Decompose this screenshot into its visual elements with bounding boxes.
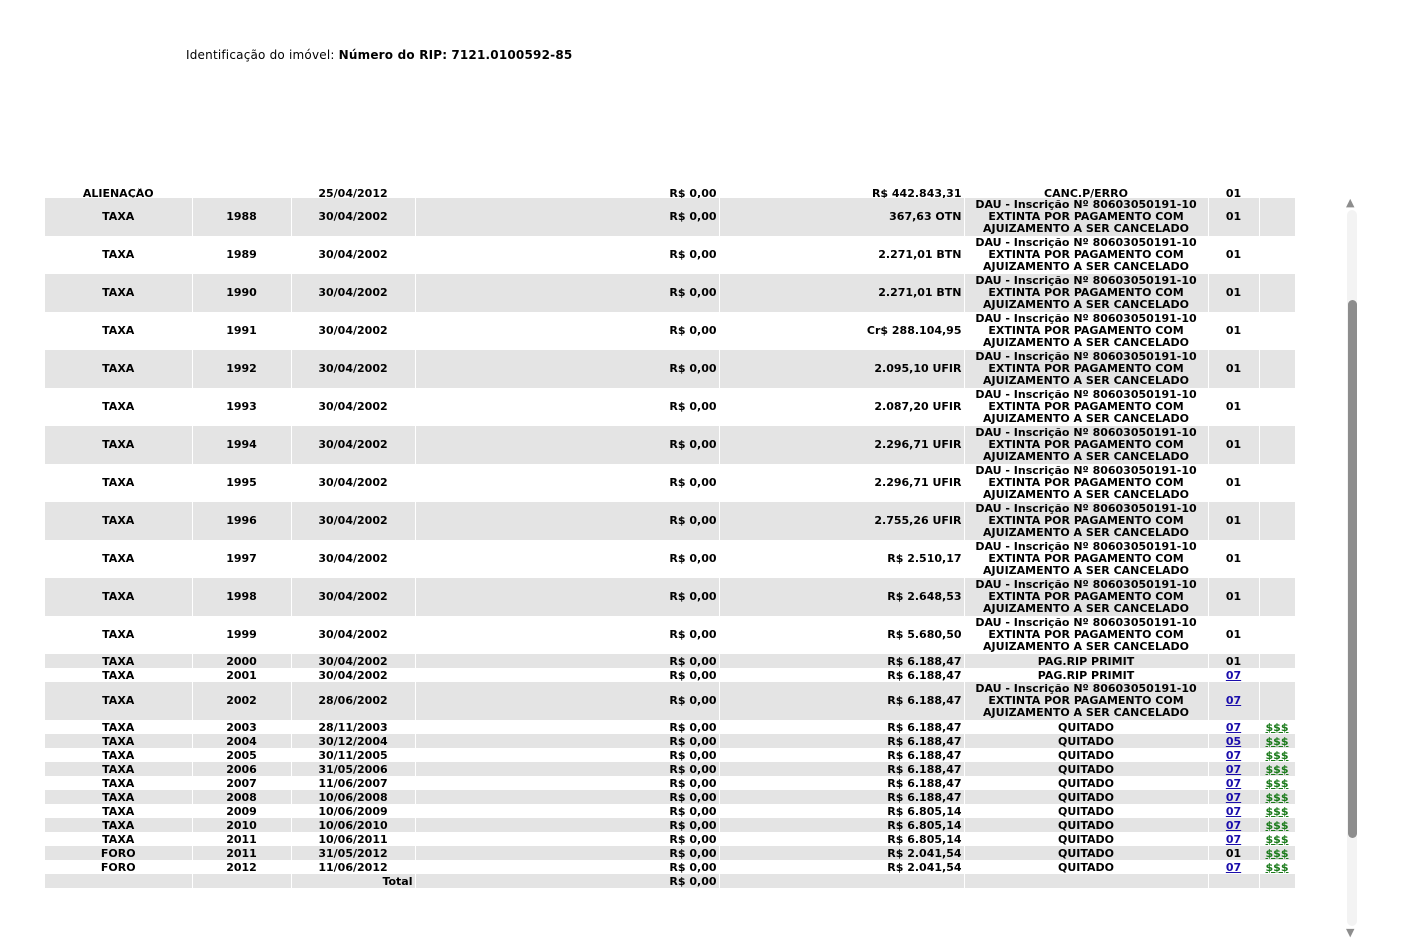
doc-link[interactable]: 07	[1225, 694, 1242, 707]
cell-valor: R$ 0,00	[415, 734, 719, 748]
payment-link[interactable]: $$$	[1265, 860, 1289, 874]
cell-tipo: TAXA	[45, 720, 192, 734]
cell-doc: 01	[1208, 312, 1259, 350]
cell-valor: R$ 0,00	[415, 860, 719, 874]
cell-doc: 01	[1208, 616, 1259, 654]
cell-situacao: QUITADO	[964, 860, 1208, 874]
total-label: Total	[291, 874, 415, 888]
cell-situacao: DAU - Inscrição Nº 80603050191-10 EXTINTA POR PAGAMENTO COM AJUIZAMENTO A SER CANCELADO	[964, 274, 1208, 312]
cell-valor: R$ 0,00	[415, 818, 719, 832]
cell-original: R$ 6.805,14	[719, 818, 964, 832]
cell-payment	[1259, 540, 1295, 578]
cell-original: R$ 6.188,47	[719, 776, 964, 790]
cell-data: 30/04/2002	[291, 350, 415, 388]
cell-ano: 1999	[192, 616, 291, 654]
cell-ano: 2006	[192, 762, 291, 776]
cell-situacao: DAU - Inscrição Nº 80603050191-10 EXTINTA POR PAGAMENTO COM AJUIZAMENTO A SER CANCELADO	[964, 464, 1208, 502]
cell-ano: 2011	[192, 846, 291, 860]
table-row	[45, 818, 1295, 832]
cell-data: 30/04/2002	[291, 236, 415, 274]
table-row	[45, 832, 1295, 846]
doc-link[interactable]: 05	[1225, 734, 1242, 748]
cell-valor: R$ 0,00	[415, 804, 719, 818]
table-row	[45, 274, 1295, 312]
cell-tipo: FORO	[45, 860, 192, 874]
cell-data: 10/06/2010	[291, 818, 415, 832]
cell-payment	[1259, 426, 1295, 464]
table-row	[45, 846, 1295, 860]
table-row	[45, 350, 1295, 388]
cell-payment	[1259, 748, 1295, 762]
table-row	[45, 804, 1295, 818]
cell-valor: R$ 0,00	[415, 274, 719, 312]
cell-doc: 01	[1208, 846, 1259, 860]
table-row	[45, 654, 1295, 668]
cell-situacao: DAU - Inscrição Nº 80603050191-10 EXTINTA POR PAGAMENTO COM AJUIZAMENTO A SER CANCELADO	[964, 426, 1208, 464]
cell-ano: 1997	[192, 540, 291, 578]
cell-doc[interactable]	[1208, 720, 1259, 734]
cell-situacao: DAU - Inscrição Nº 80603050191-10 EXTINTA POR PAGAMENTO COM AJUIZAMENTO A SER CANCELADO	[964, 540, 1208, 578]
cell-ano: 1991	[192, 312, 291, 350]
cell-ano: 2002	[192, 682, 291, 720]
cell-situacao: DAU - Inscrição Nº 80603050191-10 EXTINTA POR PAGAMENTO COM AJUIZAMENTO A SER CANCELADO	[964, 198, 1208, 236]
cell-data: 30/04/2002	[291, 198, 415, 236]
table-row	[45, 776, 1295, 790]
cell-valor: R$ 0,00	[415, 464, 719, 502]
cell-situacao: DAU - Inscrição Nº 80603050191-10 EXTINTA POR PAGAMENTO COM AJUIZAMENTO A SER CANCELADO	[964, 312, 1208, 350]
cell-doc: 01	[1208, 350, 1259, 388]
debt-table-viewport[interactable]	[45, 188, 1295, 914]
cell-data: 30/04/2002	[291, 388, 415, 426]
cell-tipo: ALIENAÇÃO	[45, 188, 192, 198]
cell-data: 30/04/2002	[291, 668, 415, 682]
cell-ano: 1993	[192, 388, 291, 426]
cell-original: R$ 5.680,50	[719, 616, 964, 654]
vertical-scrollbar[interactable]	[1343, 196, 1361, 942]
cell-original: R$ 6.188,47	[719, 654, 964, 668]
cell-situacao: DAU - Inscrição Nº 80603050191-10 EXTINTA POR PAGAMENTO COM AJUIZAMENTO A SER CANCELADO	[964, 578, 1208, 616]
cell-payment	[1259, 654, 1295, 668]
cell-data: 30/04/2002	[291, 502, 415, 540]
cell-valor: R$ 0,00	[415, 236, 719, 274]
cell-data: 11/06/2012	[291, 860, 415, 874]
cell-ano: 1989	[192, 236, 291, 274]
total-value: R$ 0,00	[415, 874, 719, 888]
cell-situacao: DAU - Inscrição Nº 80603050191-10 EXTINTA POR PAGAMENTO COM AJUIZAMENTO A SER CANCELADO	[964, 502, 1208, 540]
cell-ano: 1990	[192, 274, 291, 312]
cell-valor: R$ 0,00	[415, 776, 719, 790]
doc-link[interactable]: 07	[1225, 818, 1242, 832]
cell-doc[interactable]	[1208, 818, 1259, 832]
cell-payment	[1259, 804, 1295, 818]
cell-data: 30/04/2002	[291, 312, 415, 350]
cell-valor: R$ 0,00	[415, 720, 719, 734]
cell-valor: R$ 0,00	[415, 540, 719, 578]
property-identification	[186, 48, 572, 62]
cell-tipo: TAXA	[45, 682, 192, 720]
cell-tipo: TAXA	[45, 734, 192, 748]
cell-doc: 01	[1208, 274, 1259, 312]
cell-ano: 2007	[192, 776, 291, 790]
cell-original: R$ 2.041,54	[719, 860, 964, 874]
cell-data: 11/06/2007	[291, 776, 415, 790]
partial-table-row	[45, 188, 1295, 198]
cell-situacao: CANC.P/ERRO	[964, 188, 1208, 198]
cell-tipo: TAXA	[45, 762, 192, 776]
cell-tipo: TAXA	[45, 790, 192, 804]
cell-valor: R$ 0,00	[415, 790, 719, 804]
table-row	[45, 762, 1295, 776]
cell-valor: R$ 0,00	[415, 748, 719, 762]
cell-tipo: TAXA	[45, 312, 192, 350]
cell-ano: 2005	[192, 748, 291, 762]
cell-situacao: DAU - Inscrição Nº 80603050191-10 EXTINTA POR PAGAMENTO COM AJUIZAMENTO A SER CANCELADO	[964, 236, 1208, 274]
doc-link[interactable]: 07	[1225, 748, 1242, 762]
cell-situacao: QUITADO	[964, 762, 1208, 776]
cell-tipo: TAXA	[45, 616, 192, 654]
cell-original: 2.087,20 UFIR	[719, 388, 964, 426]
cell-original: R$ 2.510,17	[719, 540, 964, 578]
cell-ano: 1998	[192, 578, 291, 616]
cell-tipo: TAXA	[45, 426, 192, 464]
cell-original: R$ 6.188,47	[719, 762, 964, 776]
cell-doc[interactable]	[1208, 776, 1259, 790]
cell-original: 2.296,71 UFIR	[719, 464, 964, 502]
cell-original: 2.271,01 BTN	[719, 274, 964, 312]
cell-doc[interactable]	[1208, 804, 1259, 818]
doc-link[interactable]: 07	[1225, 762, 1242, 776]
doc-link[interactable]: 07	[1225, 804, 1242, 818]
table-row	[45, 668, 1295, 682]
cell-data: 31/05/2006	[291, 762, 415, 776]
total-row	[45, 874, 1295, 888]
table-row	[45, 236, 1295, 274]
cell-tipo: TAXA	[45, 502, 192, 540]
cell-situacao: DAU - Inscrição Nº 80603050191-10 EXTINTA POR PAGAMENTO COM AJUIZAMENTO A SER CANCELADO	[964, 682, 1208, 720]
cell-ano: 2008	[192, 790, 291, 804]
cell-doc: 01	[1208, 464, 1259, 502]
cell-situacao: DAU - Inscrição Nº 80603050191-10 EXTINTA POR PAGAMENTO COM AJUIZAMENTO A SER CANCELADO	[964, 350, 1208, 388]
cell-valor: R$ 0,00	[415, 198, 719, 236]
cell-ano: 2012	[192, 860, 291, 874]
cell-tipo: TAXA	[45, 668, 192, 682]
rip-label: Número do RIP:	[338, 48, 448, 62]
cell-situacao: QUITADO	[964, 832, 1208, 846]
cell-original: R$ 442.843,31	[719, 188, 964, 198]
cell-ano: 1988	[192, 198, 291, 236]
cell-tipo: TAXA	[45, 654, 192, 668]
table-row	[45, 616, 1295, 654]
cell-tipo: TAXA	[45, 832, 192, 846]
cell-payment	[1259, 790, 1295, 804]
cell-valor: R$ 0,00	[415, 312, 719, 350]
cell-ano: 2009	[192, 804, 291, 818]
cell-doc: 01	[1208, 198, 1259, 236]
rip-number: 7121.0100592-85	[451, 48, 573, 62]
cell-valor: R$ 0,00	[415, 616, 719, 654]
cell-situacao: QUITADO	[964, 790, 1208, 804]
table-row	[45, 388, 1295, 426]
cell-valor: R$ 0,00	[415, 350, 719, 388]
table-row	[45, 860, 1295, 874]
cell-situacao: QUITADO	[964, 734, 1208, 748]
cell-payment	[1259, 846, 1295, 860]
cell-data: 10/06/2009	[291, 804, 415, 818]
payment-link[interactable]: $$$	[1265, 734, 1289, 748]
cell-original: R$ 6.188,47	[719, 734, 964, 748]
cell-ano: 2011	[192, 832, 291, 846]
cell-doc: 01	[1208, 426, 1259, 464]
doc-link[interactable]: 07	[1225, 668, 1242, 682]
cell-doc: 01	[1208, 540, 1259, 578]
cell-data: 30/12/2004	[291, 734, 415, 748]
cell-original: 367,63 OTN	[719, 198, 964, 236]
cell-situacao: QUITADO	[964, 748, 1208, 762]
cell-ano: 2003	[192, 720, 291, 734]
payment-link[interactable]: $$$	[1265, 762, 1289, 776]
table-row	[45, 734, 1295, 748]
cell-payment	[1259, 388, 1295, 426]
scrollbar-thumb[interactable]	[1348, 300, 1357, 838]
payment-link[interactable]: $$$	[1265, 776, 1289, 790]
cell-data: 28/06/2002	[291, 682, 415, 720]
cell-tipo: TAXA	[45, 350, 192, 388]
cell-payment	[1259, 198, 1295, 236]
cell-tipo: TAXA	[45, 818, 192, 832]
scroll-down-arrow-icon[interactable]: ▼	[1346, 926, 1355, 939]
cell-valor: R$ 0,00	[415, 388, 719, 426]
payment-link[interactable]: $$$	[1265, 748, 1289, 762]
cell-original: R$ 6.188,47	[719, 720, 964, 734]
cell-data: 30/04/2002	[291, 578, 415, 616]
cell-tipo: TAXA	[45, 236, 192, 274]
cell-data: 10/06/2011	[291, 832, 415, 846]
cell-valor: R$ 0,00	[415, 426, 719, 464]
cell-doc[interactable]	[1208, 790, 1259, 804]
table-row	[45, 502, 1295, 540]
cell-payment	[1259, 720, 1295, 734]
payment-link[interactable]: $$$	[1265, 846, 1289, 860]
cell-payment	[1259, 578, 1295, 616]
cell-original: 2.095,10 UFIR	[719, 350, 964, 388]
cell-payment	[1259, 668, 1295, 682]
cell-original: R$ 6.805,14	[719, 804, 964, 818]
cell-situacao: PAG.RIP PRIMIT	[964, 668, 1208, 682]
doc-link[interactable]: 07	[1225, 720, 1242, 734]
cell-valor: R$ 0,00	[415, 502, 719, 540]
cell-doc: 01	[1208, 578, 1259, 616]
cell-situacao: DAU - Inscrição Nº 80603050191-10 EXTINTA POR PAGAMENTO COM AJUIZAMENTO A SER CANCELADO	[964, 616, 1208, 654]
cell-tipo: TAXA	[45, 464, 192, 502]
cell-valor: R$ 0,00	[415, 846, 719, 860]
cell-doc[interactable]	[1208, 762, 1259, 776]
cell-situacao: DAU - Inscrição Nº 80603050191-10 EXTINTA POR PAGAMENTO COM AJUIZAMENTO A SER CANCELADO	[964, 388, 1208, 426]
cell-data: 25/04/2012	[291, 188, 415, 198]
doc-link[interactable]: 07	[1225, 790, 1242, 804]
cell-ano: 1996	[192, 502, 291, 540]
cell-situacao: QUITADO	[964, 804, 1208, 818]
cell-tipo: TAXA	[45, 198, 192, 236]
cell-doc[interactable]	[1208, 748, 1259, 762]
table-row	[45, 426, 1295, 464]
identification-label: Identificação do imóvel:	[186, 48, 335, 62]
cell-situacao: QUITADO	[964, 846, 1208, 860]
cell-tipo: FORO	[45, 846, 192, 860]
payment-link[interactable]: $$$	[1265, 790, 1289, 804]
cell-original: R$ 6.188,47	[719, 682, 964, 720]
cell-valor: R$ 0,00	[415, 832, 719, 846]
cell-tipo: TAXA	[45, 804, 192, 818]
table-row	[45, 578, 1295, 616]
cell-doc[interactable]	[1208, 860, 1259, 874]
cell-original: R$ 6.188,47	[719, 748, 964, 762]
cell-payment	[1259, 350, 1295, 388]
cell-doc: 01	[1208, 236, 1259, 274]
table-row	[45, 748, 1295, 762]
cell-ano: 2010	[192, 818, 291, 832]
table-row	[45, 312, 1295, 350]
cell-ano: 1995	[192, 464, 291, 502]
cell-payment	[1259, 682, 1295, 720]
cell-ano: 2000	[192, 654, 291, 668]
table-row	[45, 682, 1295, 720]
cell-doc[interactable]	[1208, 682, 1259, 720]
doc-link[interactable]: 07	[1225, 860, 1242, 874]
cell-payment	[1259, 464, 1295, 502]
cell-data: 30/11/2005	[291, 748, 415, 762]
cell-situacao: QUITADO	[964, 776, 1208, 790]
cell-valor: R$ 0,00	[415, 578, 719, 616]
cell-data: 28/11/2003	[291, 720, 415, 734]
cell-original: R$ 2.648,53	[719, 578, 964, 616]
cell-ano: 2004	[192, 734, 291, 748]
payment-link[interactable]: $$$	[1265, 804, 1289, 818]
cell-valor: R$ 0,00	[415, 654, 719, 668]
cell-data: 30/04/2002	[291, 274, 415, 312]
cell-doc: 01	[1208, 188, 1259, 198]
cell-tipo: TAXA	[45, 540, 192, 578]
cell-valor: R$ 0,00	[415, 668, 719, 682]
cell-payment	[1259, 502, 1295, 540]
cell-payment	[1259, 860, 1295, 874]
cell-data: 10/06/2008	[291, 790, 415, 804]
cell-ano: 2001	[192, 668, 291, 682]
table-row	[45, 540, 1295, 578]
cell-valor: R$ 0,00	[415, 188, 719, 198]
cell-valor: R$ 0,00	[415, 762, 719, 776]
cell-ano: 1992	[192, 350, 291, 388]
cell-original: 2.755,26 UFIR	[719, 502, 964, 540]
cell-payment	[1259, 762, 1295, 776]
cell-doc: 01	[1208, 388, 1259, 426]
cell-original: R$ 2.041,54	[719, 846, 964, 860]
cell-ano: 1994	[192, 426, 291, 464]
cell-situacao: PAG.RIP PRIMIT	[964, 654, 1208, 668]
cell-tipo: TAXA	[45, 578, 192, 616]
cell-payment	[1259, 616, 1295, 654]
payment-link[interactable]: $$$	[1265, 720, 1289, 734]
cell-valor: R$ 0,00	[415, 682, 719, 720]
cell-payment	[1259, 312, 1295, 350]
cell-original: R$ 6.188,47	[719, 668, 964, 682]
cell-original: 2.296,71 UFIR	[719, 426, 964, 464]
cell-data: 30/04/2002	[291, 426, 415, 464]
cell-payment	[1259, 274, 1295, 312]
scroll-up-arrow-icon[interactable]: ▲	[1346, 196, 1355, 209]
cell-data: 30/04/2002	[291, 616, 415, 654]
cell-situacao: QUITADO	[964, 818, 1208, 832]
cell-data: 30/04/2002	[291, 654, 415, 668]
doc-link[interactable]: 07	[1225, 832, 1242, 846]
cell-tipo: TAXA	[45, 274, 192, 312]
cell-payment	[1259, 236, 1295, 274]
payment-link[interactable]: $$$	[1265, 818, 1289, 832]
doc-link[interactable]: 07	[1225, 776, 1242, 790]
cell-original: R$ 6.188,47	[719, 790, 964, 804]
cell-payment	[1259, 818, 1295, 832]
table-row	[45, 464, 1295, 502]
cell-doc[interactable]	[1208, 832, 1259, 846]
cell-original: R$ 6.805,14	[719, 832, 964, 846]
cell-tipo: TAXA	[45, 748, 192, 762]
debt-table	[45, 188, 1295, 888]
table-row	[45, 790, 1295, 804]
cell-payment	[1259, 832, 1295, 846]
cell-doc: 01	[1208, 502, 1259, 540]
table-row	[45, 198, 1295, 236]
cell-payment	[1259, 734, 1295, 748]
cell-payment	[1259, 776, 1295, 790]
table-row	[45, 720, 1295, 734]
payment-link[interactable]: $$$	[1265, 832, 1289, 846]
cell-tipo: TAXA	[45, 388, 192, 426]
cell-original: Cr$ 288.104,95	[719, 312, 964, 350]
cell-data: 31/05/2012	[291, 846, 415, 860]
cell-data: 30/04/2002	[291, 540, 415, 578]
cell-doc[interactable]	[1208, 734, 1259, 748]
cell-tipo: TAXA	[45, 776, 192, 790]
cell-situacao: QUITADO	[964, 720, 1208, 734]
cell-original: 2.271,01 BTN	[719, 236, 964, 274]
cell-data: 30/04/2002	[291, 464, 415, 502]
cell-doc[interactable]	[1208, 668, 1259, 682]
cell-doc: 01	[1208, 654, 1259, 668]
